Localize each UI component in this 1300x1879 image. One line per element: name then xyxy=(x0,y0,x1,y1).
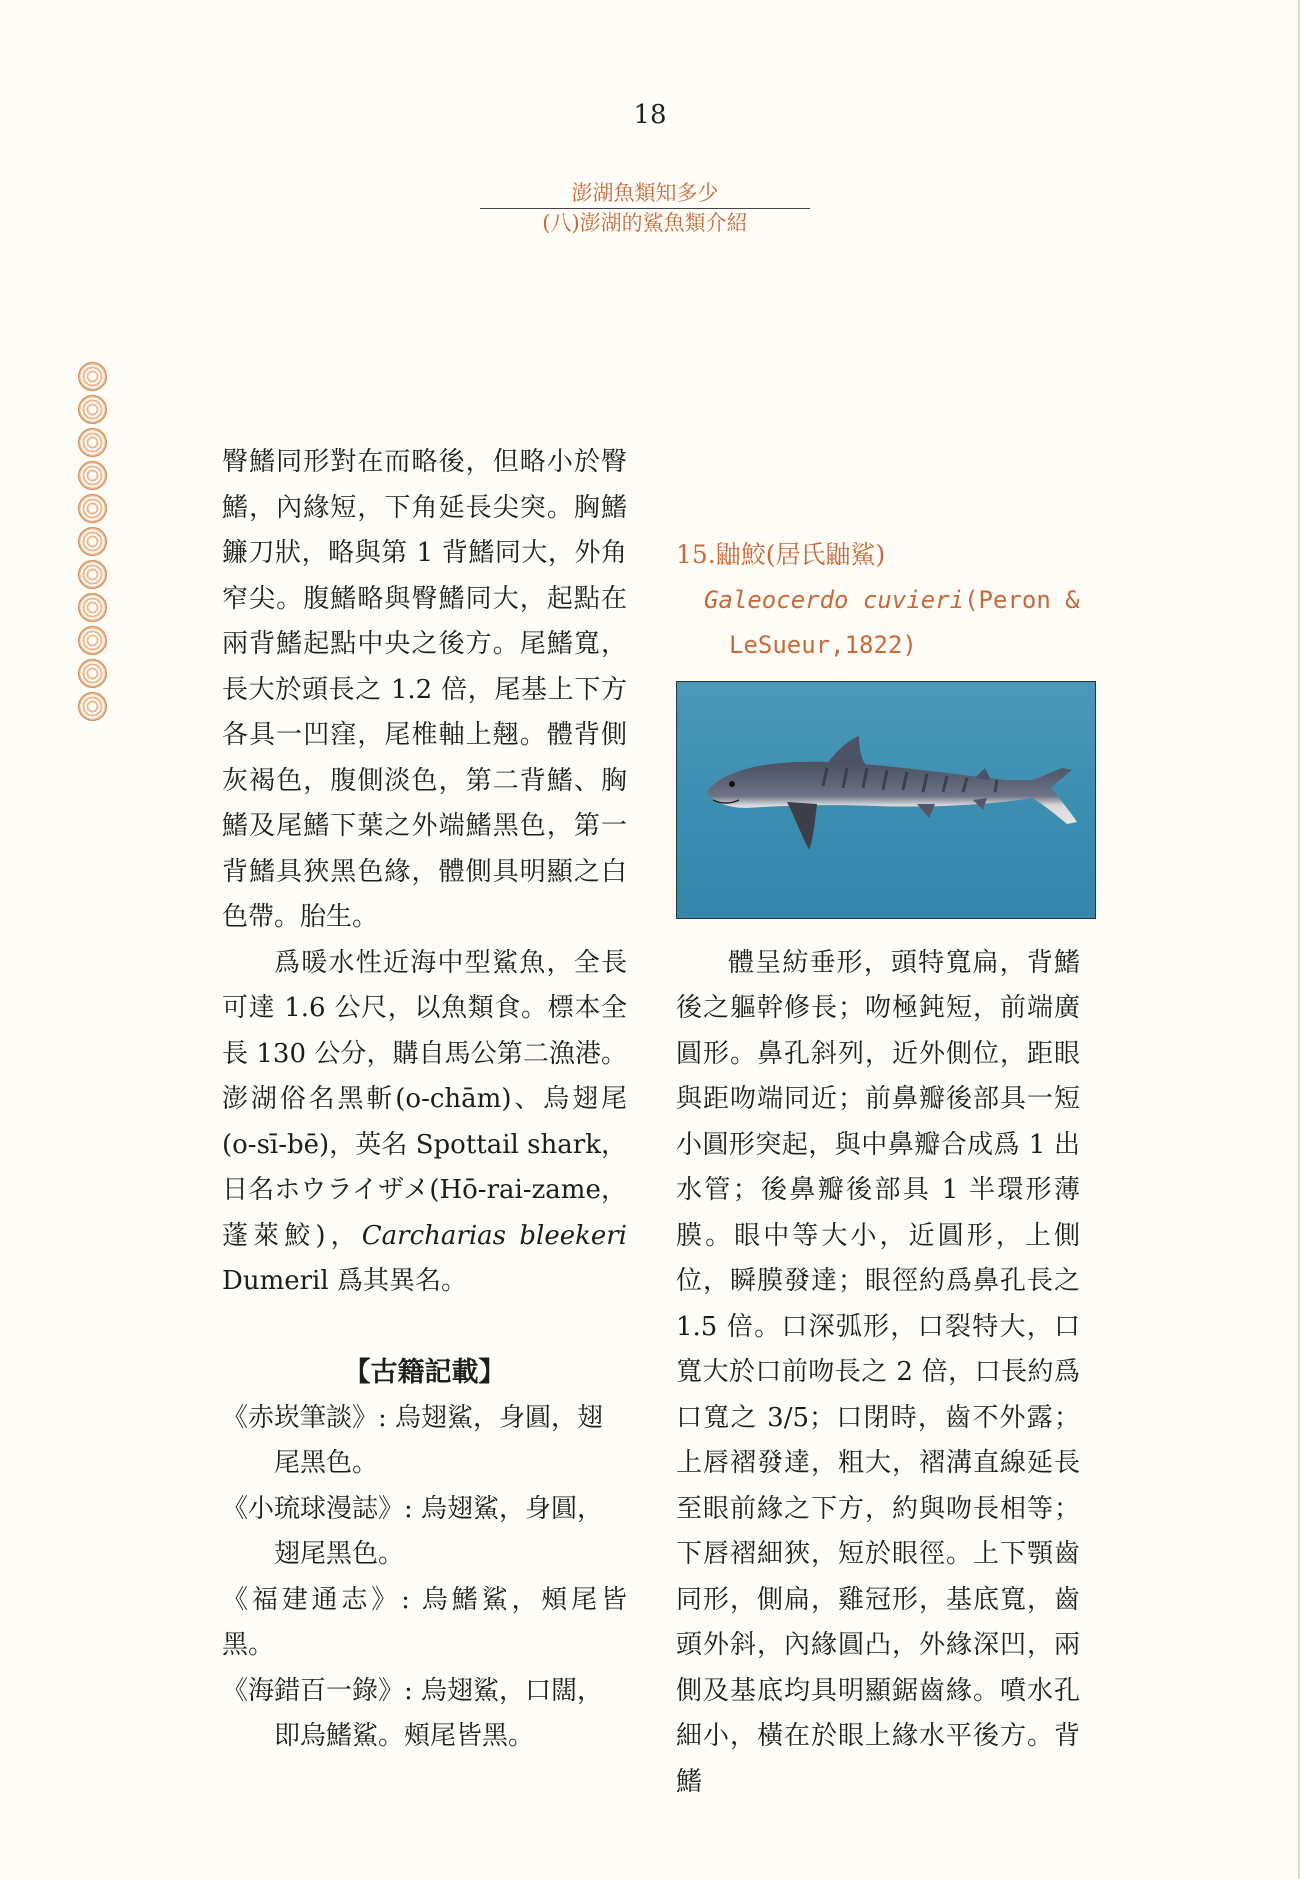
citation-item xyxy=(222,1578,627,1669)
citation-line: 《海錯百一錄》: 烏翅鯊，口闊， xyxy=(222,1675,604,1706)
citation-item xyxy=(222,1487,627,1578)
species-heading xyxy=(676,532,1080,669)
authority-part2: LeSueur,1822) xyxy=(729,631,917,659)
paragraph-2-text: 爲暖水性近海中型鯊魚，全長可達 1.6 公尺，以魚類食。標本全長 130 公分，購自馬公第二漁港。澎湖俗名黑斬(o-chām)、烏翅尾(o-sī-bē)，英名 Spottail shark，日名ホウライザメ(Hō-rai-zame，蓬萊鮫)， xyxy=(222,947,627,1251)
authority-part1: (Peron & xyxy=(964,585,1080,614)
right-column xyxy=(676,532,1080,1805)
decorative-coin-border xyxy=(78,362,110,725)
citation-line: 《福建通志》: 烏鰭鯊，頰尾皆黑。 xyxy=(222,1584,627,1660)
body-paragraph-1: 臀鰭同形對在而略後，但略小於臀鰭，內緣短，下角延長尖突。胸鰭鐮刀狀，略與第 1 背鰭同大，外角窄尖。腹鰭略與臀鰭同大，起點在兩背鰭起點中央之後方。尾鰭寬，長大於頭長之 1.2 倍，尾基上下方各具一凹窪，尾椎軸上翹。體背側灰褐色，腹側淡色，第二背鰭、胸鰭及尾鰭下葉之外端鰭黑色，第一背鰭具狹黑色緣，體側具明顯之白色帶。胎生。 xyxy=(222,447,627,932)
coin-ornament-icon xyxy=(78,461,107,490)
body-paragraph-2 xyxy=(222,941,627,1305)
coin-ornament-icon xyxy=(78,692,107,721)
running-header xyxy=(480,180,810,237)
citation-continuation: 即烏鰭鯊。頰尾皆黑。 xyxy=(274,1721,535,1751)
page-number: 18 xyxy=(633,100,667,130)
scientific-name: Galeocerdo cuvieri xyxy=(704,585,965,614)
description-paragraph: 體呈紡垂形，頭特寬扁，背鰭後之軀幹修長；吻極鈍短，前端廣圓形。鼻孔斜列，近外側位，距眼與距吻端同近；前鼻瓣後部具一短小圓形突起，與中鼻瓣合成爲 1 出水管；後鼻瓣後部具 1 半環形薄膜。眼中等大小，近圓形，上側位，瞬膜發達；眼徑約爲鼻孔長之 1.5 倍。口深弧形，口裂特大，口寬大於口前吻長之 2 倍，口長約爲口寬之 3/5；口閉時，齒不外露；上唇褶發達，粗大，褶溝直線延長至眼前緣之下方，約與吻長相等；下唇褶細狹，短於眼徑。上下顎齒同形，側扁，雞冠形，基底寬，齒頭外斜，內緣圓凸，外緣深凹，兩側及基底均具明顯鋸齒緣。噴水孔細小，橫在於眼上緣水平後方。背鰭 xyxy=(676,947,1080,1797)
citation-continuation: 尾黑色。 xyxy=(274,1448,379,1478)
header-rule xyxy=(480,208,810,209)
species-description xyxy=(676,941,1080,1806)
citation-item xyxy=(222,1669,627,1760)
citation-continuation: 翅尾黑色。 xyxy=(274,1539,405,1569)
citation-item xyxy=(222,1396,627,1487)
coin-ornament-icon xyxy=(78,494,107,523)
citation-line: 《赤崁筆談》: 烏翅鯊，身圓，翅 xyxy=(222,1402,604,1433)
header-book-title: 澎湖魚類知多少 xyxy=(571,181,719,205)
section-title: 【古籍記載】 xyxy=(343,1356,506,1388)
synonym-scientific-name: Carcharias bleekeri xyxy=(361,1220,627,1251)
coin-ornament-icon xyxy=(78,527,107,556)
coin-ornament-icon xyxy=(78,362,107,391)
species-number-name: 15.鼬鮫(居氏鼬鯊) xyxy=(676,540,886,569)
paragraph-2-tail: Dumeril 爲其異名。 xyxy=(222,1266,467,1296)
tiger-shark-photo xyxy=(676,681,1096,919)
coin-ornament-icon xyxy=(78,659,107,688)
scientific-name-line xyxy=(676,578,1080,624)
coin-ornament-icon xyxy=(78,626,107,655)
header-chapter-title: (八)澎湖的鯊魚類介紹 xyxy=(542,211,748,235)
coin-ornament-icon xyxy=(78,428,107,457)
coin-ornament-icon xyxy=(78,395,107,424)
shark-illustration xyxy=(677,682,1096,919)
coin-ornament-icon xyxy=(78,593,107,622)
left-column xyxy=(222,440,627,1760)
citation-line: 《小琉球漫誌》: 烏翅鯊，身圓， xyxy=(222,1493,604,1524)
coin-ornament-icon xyxy=(78,560,107,589)
